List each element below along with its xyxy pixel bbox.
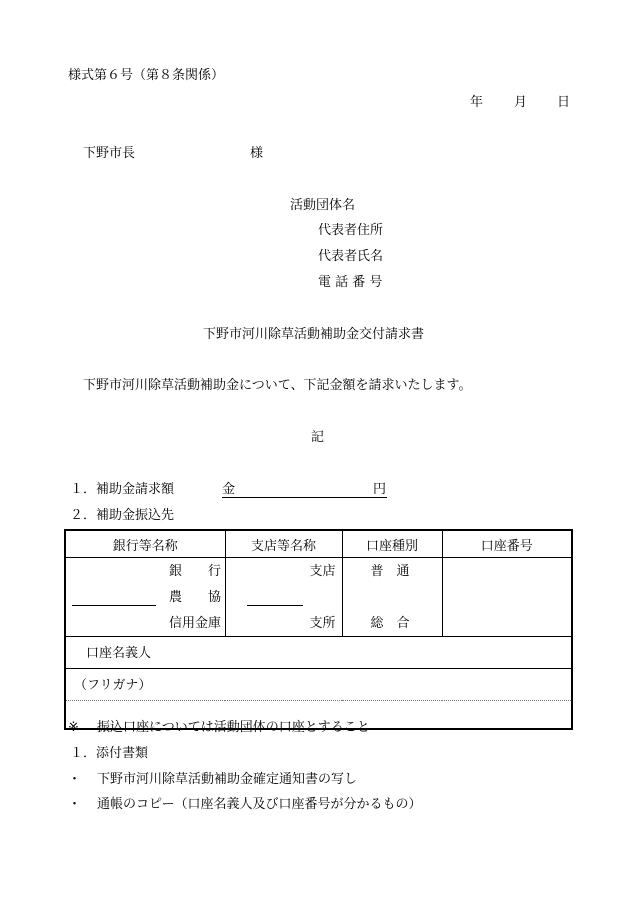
branch-type-shiten: 支店 [309, 564, 336, 579]
date-day-label: 日 [557, 95, 571, 110]
attachments-label: １．添付書類 [70, 746, 149, 761]
holder-label: 口座名義人 [86, 646, 152, 661]
ki-label: 記 [311, 430, 325, 445]
account-number-cell[interactable] [442, 558, 572, 637]
holder-row [65, 637, 572, 669]
furigana-label: （フリガナ） [74, 678, 152, 693]
branch-type-shisho: 支所 [309, 616, 336, 631]
bank-name-cell[interactable] [65, 558, 225, 637]
bank-detail-row [65, 558, 572, 637]
header-account-type: 口座種別 [342, 530, 442, 558]
document-title: 下野市河川除草活動補助金交付請求書 [203, 327, 425, 342]
date-month-label: 月 [514, 95, 528, 110]
note-mark: ※ [68, 720, 79, 735]
applicant-group-label: 活動団体名 [290, 198, 356, 213]
bank-type-nokyo: 農 協 [169, 590, 222, 605]
amount-kin-label: 金 [222, 482, 236, 497]
account-type-futsu: 普 通 [370, 564, 410, 579]
branch-name-underline [247, 605, 303, 606]
addressee-honorific: 様 [250, 146, 264, 161]
account-type-cell[interactable] [342, 558, 442, 637]
header-bank-name: 銀行等名称 [65, 530, 225, 558]
amount-yen-label: 円 [373, 482, 387, 497]
attachment-item: 通帳のコピー（口座名義人及び口座番号が分かるもの） [97, 797, 422, 812]
applicant-rep-address-label: 代表者住所 [318, 223, 384, 238]
form-number: 様式第６号（第８条関係） [68, 68, 225, 83]
attachment-bullet: ・ [68, 797, 82, 812]
branch-name-cell[interactable] [225, 558, 342, 637]
furigana-row [65, 669, 572, 701]
applicant-rep-name-label: 代表者氏名 [318, 249, 384, 264]
addressee-name: 下野市長 [83, 146, 136, 161]
table-header-row [65, 530, 572, 558]
item2-label: ２．補助金振込先 [70, 508, 175, 523]
bank-account-table [64, 529, 573, 730]
bank-type-shinkin: 信用金庫 [169, 616, 222, 631]
holder-cell[interactable] [65, 637, 572, 669]
body-text: 下野市河川除草活動補助金について、下記金額を請求いたします。 [83, 378, 472, 393]
bank-type-ginko: 銀 行 [169, 564, 222, 579]
header-branch-name: 支店等名称 [225, 530, 342, 558]
applicant-phone-label: 電 話 番 号 [318, 275, 383, 290]
account-type-sogo: 総 合 [370, 616, 410, 631]
furigana-cell[interactable] [65, 669, 572, 701]
header-account-number: 口座番号 [442, 530, 572, 558]
bank-name-underline [72, 605, 156, 606]
amount-underline[interactable] [222, 497, 387, 498]
attachment-bullet: ・ [68, 772, 82, 787]
item1-label: １．補助金請求額 [70, 482, 175, 497]
note-text: 振込口座については活動団体の口座とすること [97, 720, 370, 735]
attachment-item: 下野市河川除草活動補助金確定通知書の写し [97, 772, 358, 787]
date-year-label: 年 [470, 95, 484, 110]
